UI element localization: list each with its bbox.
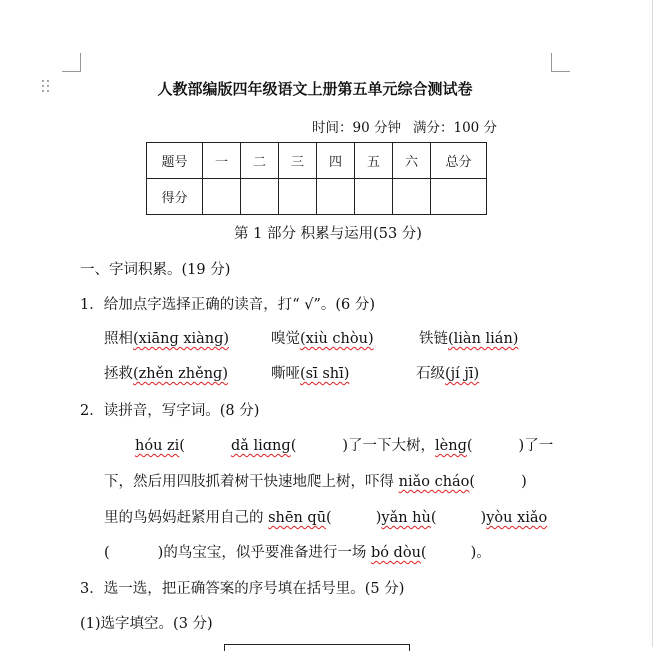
- word: 铁链: [419, 331, 448, 347]
- question-1-item: [416, 362, 479, 383]
- text-segment: )了一下大树，: [342, 438, 436, 454]
- word: 石级: [416, 366, 445, 382]
- page-edge: [652, 0, 653, 647]
- question-1-item: [419, 327, 518, 348]
- question-1-item: [271, 362, 349, 383]
- question-2-line-1: hóu zi( dǎ liɑnɡ( )了一下大树，lènɡ( )了一: [135, 438, 554, 454]
- pinyin-options: (xiù chòu): [300, 331, 374, 347]
- text-segment: )了一: [518, 438, 554, 454]
- table-cell: 二: [241, 143, 279, 179]
- score-table-score-row: [147, 179, 487, 215]
- document-title: 人教部编版四年级语文上册第五单元综合测试卷: [157, 80, 473, 98]
- table-cell: 一: [203, 143, 241, 179]
- text-segment: 里的鸟妈妈赶紧用自己的: [104, 510, 269, 526]
- table-cell: 题号: [147, 143, 203, 179]
- question-1-line-2: [104, 362, 228, 383]
- exam-meta: [312, 116, 497, 136]
- score-cell[interactable]: [317, 179, 355, 215]
- pinyin-options: (sī shī): [300, 366, 350, 382]
- question-1-line-1: [104, 327, 229, 348]
- question-2-line-4: ( )的鸟宝宝，似乎要准备进行一场 bó dòu( )。: [104, 545, 491, 561]
- score-cell[interactable]: [203, 179, 241, 215]
- time-limit: 时间：90 分钟: [312, 120, 401, 136]
- pinyin: yǎn hù: [381, 510, 431, 526]
- text-segment: )的鸟宝宝，似乎要准备进行一场: [157, 545, 371, 561]
- pinyin-options: (liàn lián): [448, 331, 519, 347]
- pinyin: hóu zi: [135, 438, 180, 454]
- pinyin: yòu xiǎo: [486, 510, 548, 526]
- score-table: [146, 142, 487, 215]
- question-3-prompt: 3．选一选，把正确答案的序号填在括号里。(5 分): [80, 581, 405, 597]
- score-cell[interactable]: [431, 179, 487, 215]
- pinyin: shēn qū: [268, 510, 327, 526]
- score-table-header-row: [147, 143, 487, 179]
- pinyin-options: (zhěn zhěnɡ): [133, 366, 229, 382]
- part-title: 第 1 部分 积累与运用(53 分): [234, 226, 422, 242]
- question-3-subprompt: (1)选字填空。(3 分): [80, 616, 213, 632]
- text-segment: )。: [470, 545, 491, 561]
- pinyin-options: (xiānɡ xiànɡ): [133, 331, 230, 347]
- table-cell: 总分: [431, 143, 487, 179]
- pinyin: bó dòu: [370, 545, 421, 561]
- question-1-item: [271, 327, 374, 348]
- pinyin: dǎ liɑnɡ: [230, 438, 291, 454]
- margin-corner-top-right: [551, 53, 570, 72]
- choice-table-top-edge: [224, 644, 410, 651]
- score-cell[interactable]: [393, 179, 431, 215]
- word: 照相: [104, 331, 133, 347]
- section-title: 一、字词积累。(19 分): [80, 262, 231, 278]
- pinyin-options: (jí jī): [445, 366, 480, 382]
- pinyin: lènɡ: [435, 438, 467, 454]
- word: 嘶哑: [271, 366, 300, 382]
- score-cell[interactable]: [355, 179, 393, 215]
- text-segment: 下，然后用四肢抓着树干快速地爬上树，吓得: [104, 474, 399, 490]
- table-cell: 四: [317, 143, 355, 179]
- margin-corner-top-left: [62, 53, 81, 72]
- table-cell: 得分: [147, 179, 203, 215]
- question-2-prompt: 2．读拼音，写字词。(8 分): [80, 403, 260, 419]
- score-cell[interactable]: [241, 179, 279, 215]
- question-2-line-2: 下，然后用四肢抓着树干快速地爬上树，吓得 niǎo cháo( ): [104, 474, 527, 490]
- full-score: 满分：100 分: [412, 120, 498, 136]
- table-cell: 五: [355, 143, 393, 179]
- question-1-prompt: 1．给加点字选择正确的读音，打“ √”。(6 分): [80, 297, 376, 313]
- table-cell: 六: [393, 143, 431, 179]
- score-cell[interactable]: [279, 179, 317, 215]
- table-cell: 三: [279, 143, 317, 179]
- question-2-line-3: 里的鸟妈妈赶紧用自己的 shēn qū( )yǎn hù( )yòu xiǎo: [104, 510, 548, 526]
- word: 嗅觉: [271, 331, 300, 347]
- pinyin: niǎo cháo: [398, 474, 470, 490]
- word: 拯救: [104, 366, 133, 382]
